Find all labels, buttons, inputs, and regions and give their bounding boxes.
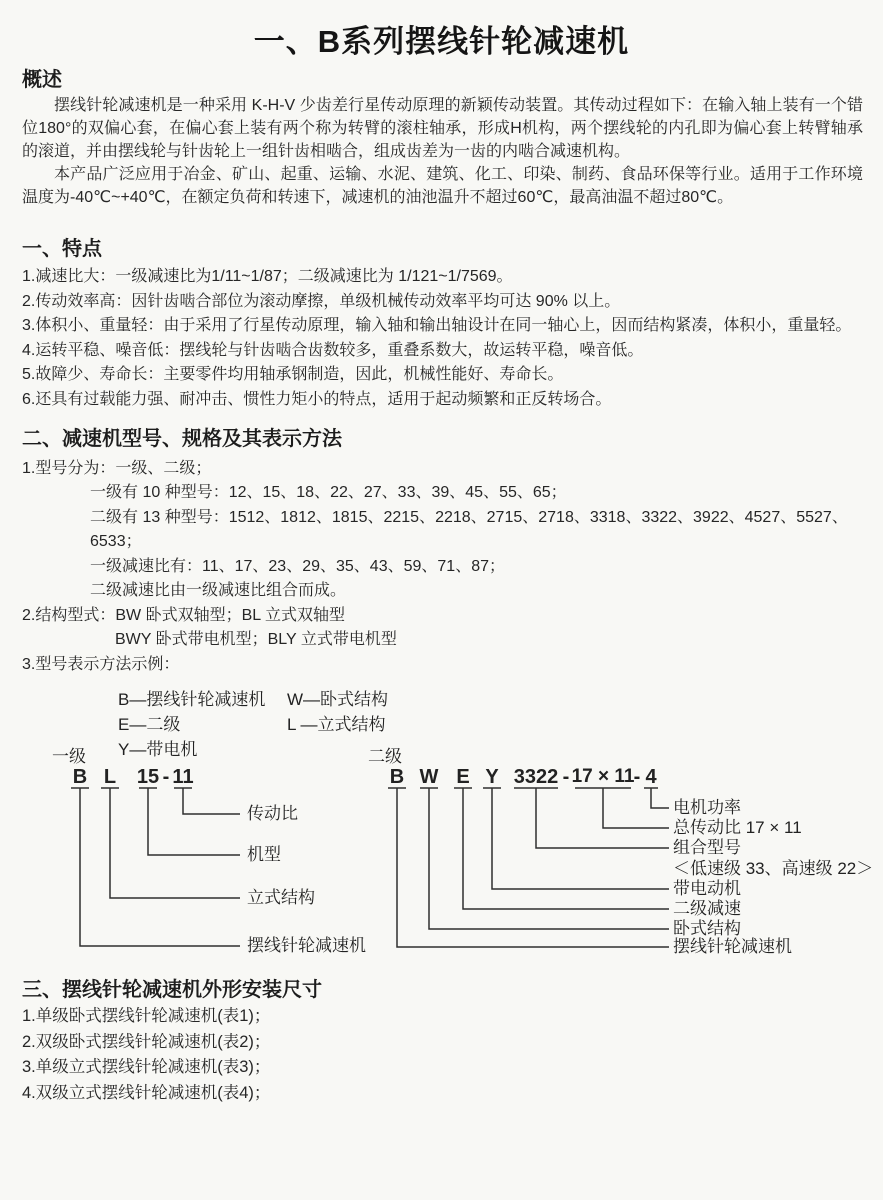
model-code-dash: -: [633, 766, 641, 788]
callout-label: 带电动机: [673, 879, 741, 898]
stage-label-level1: 一级: [52, 747, 86, 766]
model-code-char: B: [72, 766, 88, 788]
dimension-item: 2.双级卧式摆线针轮减速机(表2)；: [22, 1032, 271, 1051]
model-code-dash: -: [562, 766, 570, 788]
callout-label: 摆线针轮减速机: [673, 937, 792, 956]
callout-label: 组合型号: [673, 838, 741, 857]
dimension-item: 1.单级卧式摆线针轮减速机(表1)；: [22, 1007, 271, 1025]
legend-entry: B—摆线针轮减速机: [118, 690, 266, 710]
callout-label: 立式结构: [247, 888, 315, 907]
models-subline: 二级减速比由一级减速比组合而成。: [90, 582, 347, 600]
feature-item: 3.体积小、重量轻：由于采用了行星传动原理，输入轴和输出轴设计在同一轴心上，因而结构紧凑，体积小，重量轻。: [22, 317, 852, 335]
model-code-char: 3322: [513, 766, 559, 788]
dimensions-section: [0, 978, 883, 1106]
model-code-char: 15: [136, 766, 160, 788]
callout-label: 二级减速: [673, 899, 741, 918]
dimension-item: 3.单级立式摆线针轮减速机(表3)；: [22, 1058, 271, 1076]
model-code-dash: -: [162, 766, 170, 788]
legend-entry: W—卧式结构: [287, 690, 389, 710]
models-subline: 二级有 13 种型号：1512、1812、1815、2215、2218、2715、2718、3318、3322、3922、4527、5527、6533；: [90, 508, 848, 551]
callout-label: 卧式结构: [673, 919, 741, 938]
page-title: 一、B系列摆线针轮减速机: [253, 24, 630, 59]
model-code-char: B: [389, 766, 405, 788]
feature-item: 4.运转平稳、噪音低：摆线轮与针齿啮合齿数较多，重叠系数大，故运转平稳，噪音低。: [22, 341, 644, 359]
legend-entry: E—二级: [118, 715, 181, 735]
features-heading: 一、特点: [22, 238, 102, 260]
callout-note: ＜低速级 33、高速级 22＞: [673, 859, 874, 878]
features-list: [0, 265, 883, 413]
models-subline: BWY 卧式带电机型；BLY 立式带电机型: [115, 631, 397, 649]
model-notation-diagram: [0, 740, 883, 968]
models-subline: 一级有 10 种型号：12、15、18、22、27、33、39、45、55、65；: [90, 484, 567, 502]
callout-label: 总传动比 17 × 11: [673, 818, 802, 837]
feature-item: 1.减速比大：一级减速比为1/11~1/87；二级减速比为 1/121~1/7569。: [22, 268, 513, 285]
feature-item: 2.传动效率高：因针齿啮合部位为滚动摩擦，单级机械传动效率平均可达 90% 以上。: [22, 292, 621, 310]
model-code-char: 4: [645, 766, 657, 788]
legend-entry: Y—带电机: [118, 740, 198, 760]
callout-label: 电机功率: [673, 798, 741, 817]
dimension-item: 4.双级立式摆线针轮减速机(表4)；: [22, 1083, 271, 1102]
stage-label-level2: 二级: [368, 747, 402, 766]
callout-label: 传动比: [247, 804, 298, 823]
models-section: [0, 457, 883, 678]
feature-item: 5.故障少、寿命长：主要零件均用轴承钢制造，因此，机械性能好、寿命长。: [22, 366, 564, 384]
models-line: 1.型号分为：一级、二级；: [22, 459, 212, 477]
models-line: 2.结构型式：BW 卧式双轴型；BL 立式双轴型: [22, 606, 345, 624]
overview-paragraph: 本产品广泛应用于冶金、矿山、起重、运输、水泥、建筑、化工、印染、制药、食品环保等行业。适用于工作环境温度为-40℃~+40℃，在额定负荷和转速下，减速机的油池温升不超过60℃，最高油温不超过80℃。: [22, 166, 863, 206]
models-line: 3.型号表示方法示例：: [22, 655, 180, 673]
model-code-char: E: [456, 766, 470, 788]
callout-label: 机型: [247, 845, 281, 864]
overview-heading: 概述: [22, 69, 62, 91]
feature-item: 6.还具有过载能力强、耐冲击、惯性力矩小的特点，适用于起动频繁和正反转场合。: [22, 390, 612, 408]
model-code-char: 17 × 11: [571, 766, 635, 787]
notation-connector-lines: [0, 740, 883, 968]
models-heading: 二、减速机型号、规格及其表示方法: [22, 427, 342, 450]
legend-entry: L —立式结构: [287, 715, 386, 735]
model-code-char: W: [419, 766, 439, 788]
model-code-char: 11: [172, 766, 194, 788]
callout-label: 摆线针轮减速机: [247, 936, 366, 955]
dimensions-list: [0, 1004, 883, 1106]
model-code-char: Y: [485, 766, 499, 788]
model-code-char: L: [103, 766, 117, 788]
dimensions-heading: 三、摆线针轮减速机外形安装尺寸: [22, 979, 322, 1001]
models-subline: 一级减速比有：11、17、23、29、35、43、59、71、87；: [90, 557, 505, 575]
overview-paragraph: 摆线针轮减速机是一种采用 K-H-V 少齿差行星传动原理的新颖传动装置。其传动过程如下：在输入轴上装有一个错位180°的双偏心套，在偏心套上装有两个称为转臂的滚柱轴承，形成H机构，两个摆线轮的内孔即为偏心套上转臂轴承的滚道，并由摆线轮与针齿轮上一组针齿相啮合，组成齿差为一齿的内啮合减速机构。: [22, 97, 863, 160]
